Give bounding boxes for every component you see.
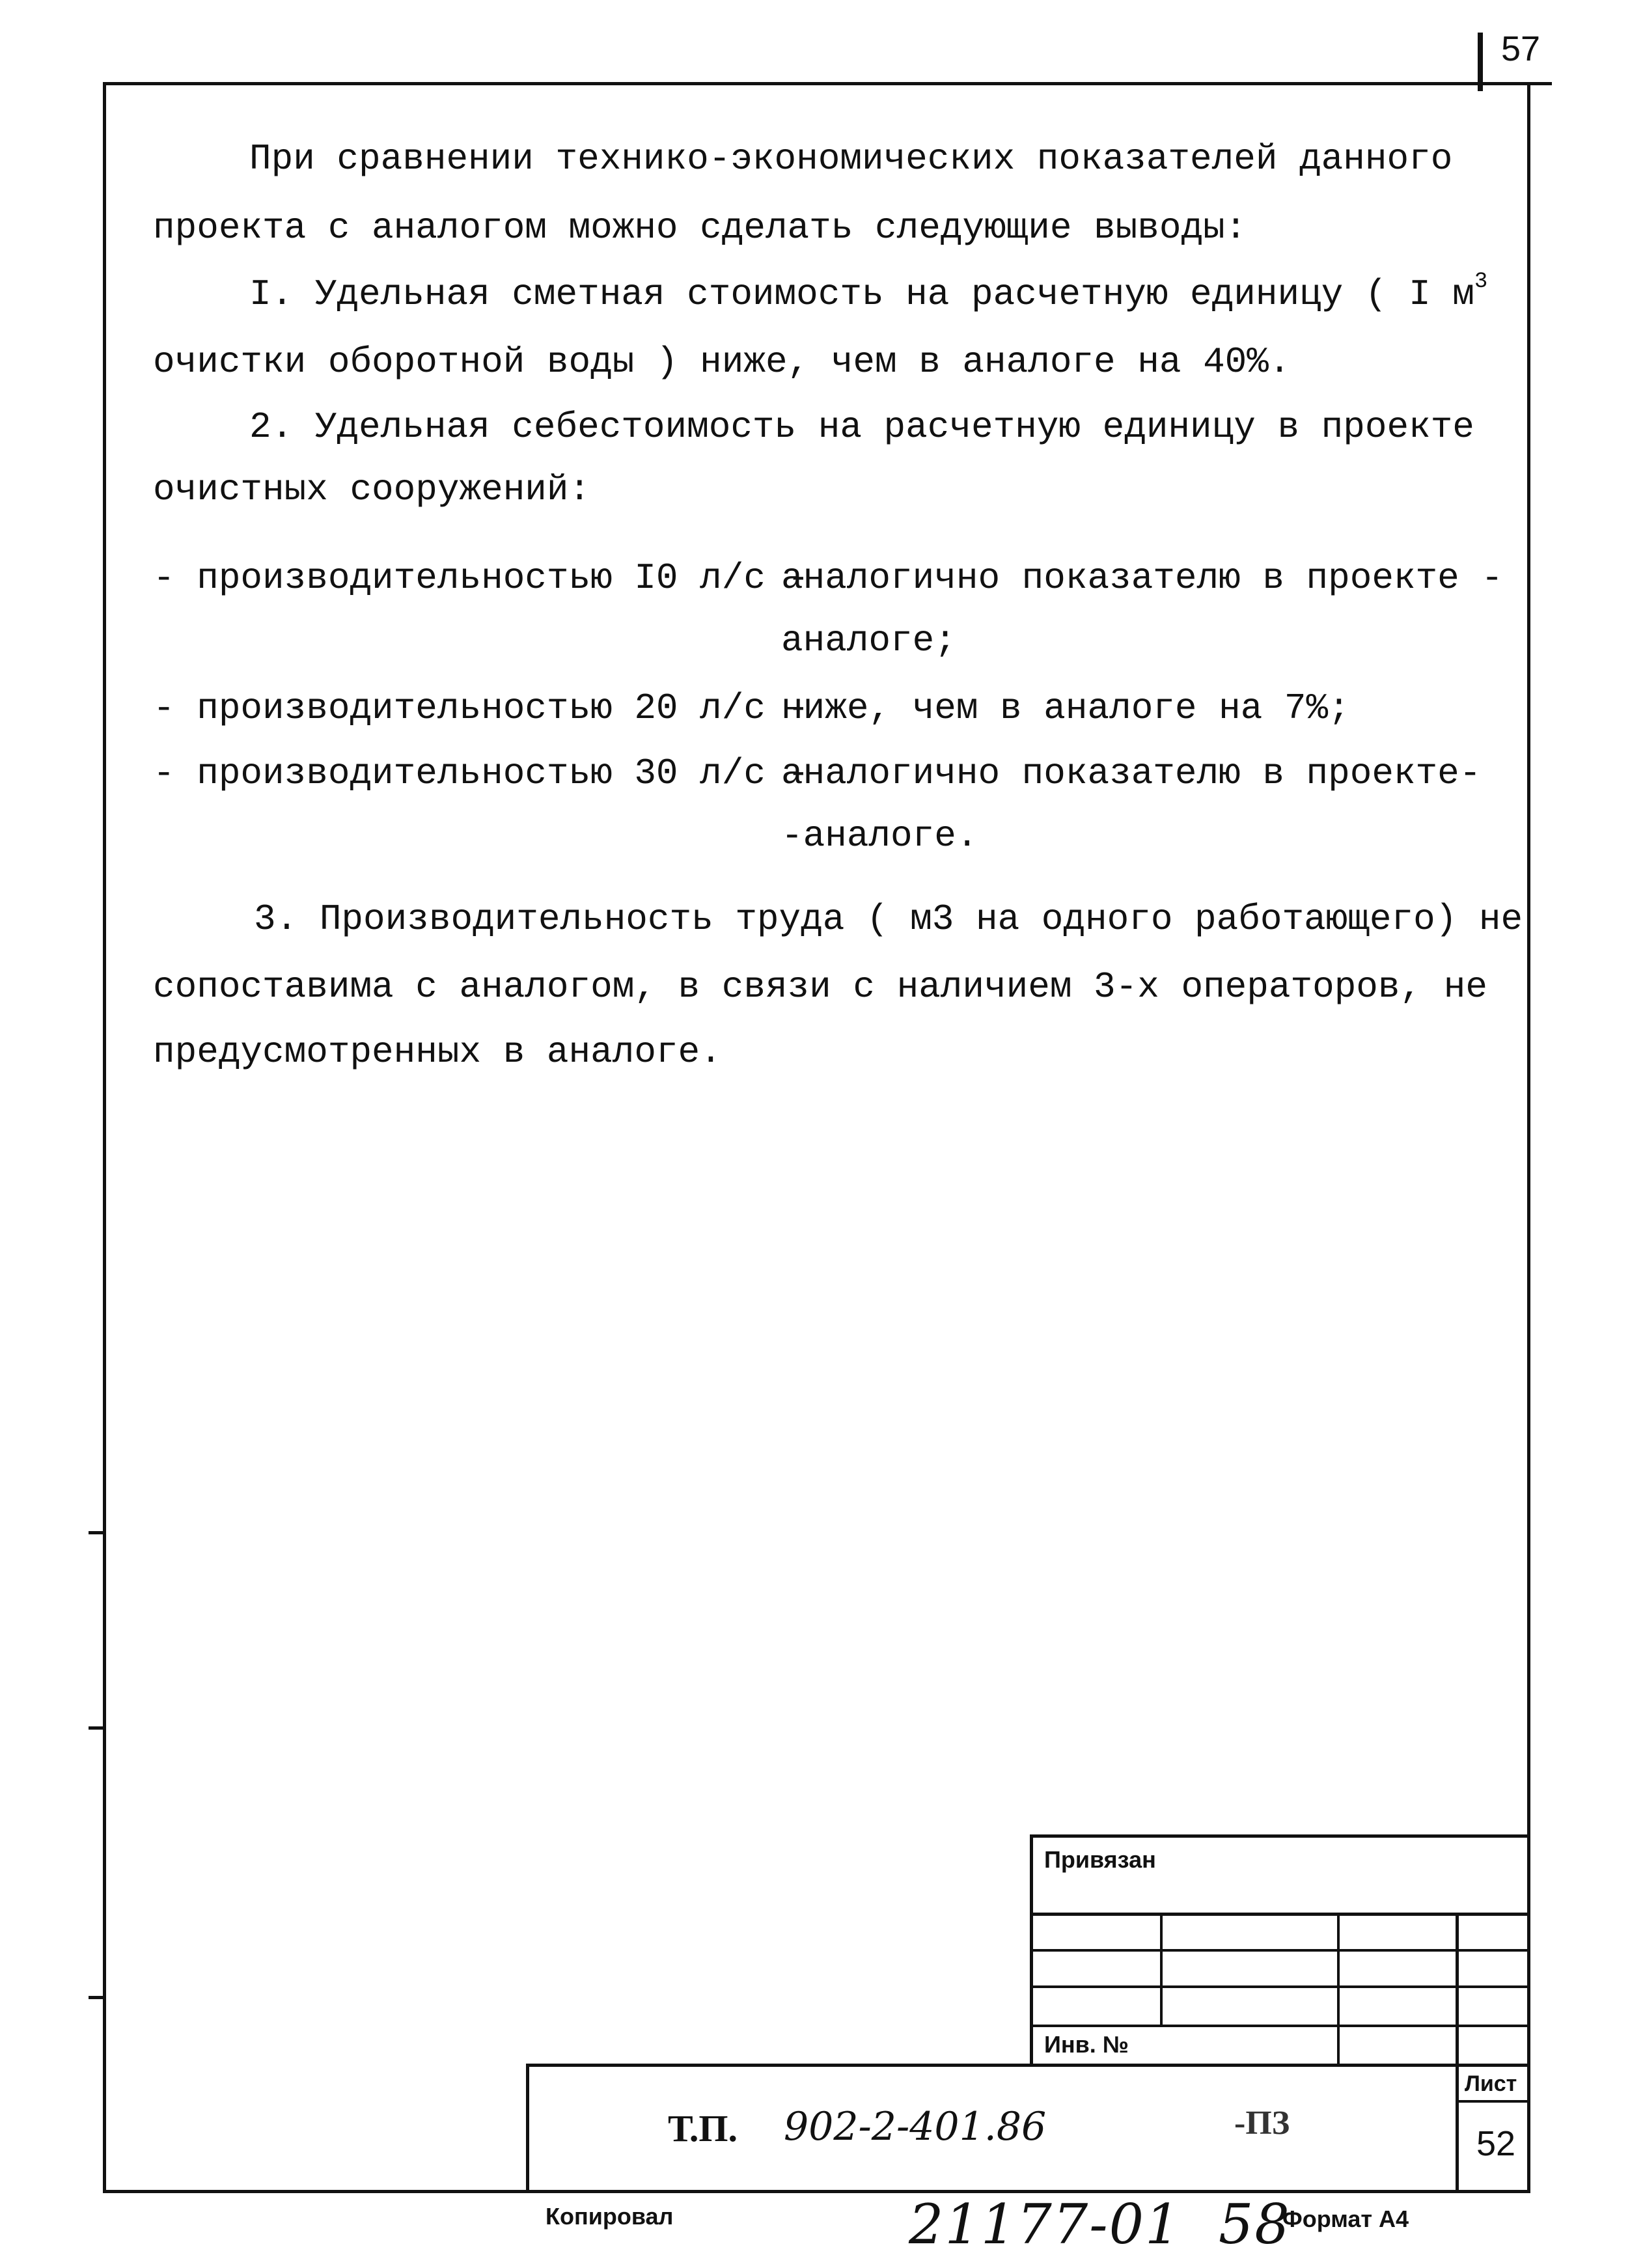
case-10-right-2: аналоге;: [781, 620, 956, 661]
cubic-superscript: 3: [1474, 270, 1488, 294]
stamp-line: [1030, 1913, 1528, 1916]
frame-bottom: [103, 2190, 1530, 2193]
margin-tick: [89, 1996, 105, 1999]
stamp-line: [1030, 2025, 1528, 2027]
sheet-number: 52: [1476, 2124, 1516, 2163]
stamp-line: [1456, 2100, 1528, 2103]
tied-label: Привязан: [1044, 1846, 1156, 1873]
conclusion-3-line-3: предусмотренных в аналоге.: [153, 1031, 722, 1073]
case-30-left: - производительностью 30 л/с -: [153, 753, 810, 794]
doc-prefix: Т.П.: [668, 2107, 738, 2150]
frame-right: [1527, 82, 1530, 2192]
stamp-line: [1337, 1913, 1340, 2066]
case-20-left: - производительностью 20 л/с -: [153, 687, 810, 729]
case-10-left: - производительностью I0 л/с -: [153, 557, 810, 599]
margin-tick: [89, 1531, 105, 1534]
conclusion-1-text: I. Удельная сметная стоимость на расчетную единицу ( I м: [249, 273, 1474, 315]
frame-left: [103, 82, 106, 2192]
stamp-line: [1030, 1985, 1528, 1988]
doc-code: 902-2-401.86: [784, 2104, 1047, 2150]
stamp-line: [526, 2064, 1528, 2067]
case-30-right-2: -аналоге.: [781, 815, 978, 857]
stamp-line: [1160, 1913, 1163, 2025]
doc-suffix: -ПЗ: [1234, 2105, 1290, 2142]
case-30-right-1: аналогично показателю в проекте-: [781, 753, 1482, 794]
conclusion-3-line-2: сопоставима с аналогом, в связи с наличием 3-х операторов, не: [153, 966, 1487, 1008]
inventory-label: Инв. №: [1044, 2031, 1129, 2058]
case-20-right-1: ниже, чем в аналоге на 7%;: [781, 687, 1350, 729]
format-label: Формат А4: [1282, 2206, 1409, 2232]
sheet-label: Лист: [1465, 2071, 1517, 2096]
intro-line-1: При сравнении технико-экономических показателей данного: [249, 138, 1453, 180]
case-10-right-1: аналогично показателю в проекте -: [781, 557, 1503, 599]
conclusion-1-line-2: очистки оборотной воды ) ниже, чем в аналоге на 40%.: [153, 341, 1291, 383]
conclusion-2-line-1: 2. Удельная себестоимость на расчетную единицу в проекте: [249, 406, 1474, 448]
copied-label: Копировал: [546, 2203, 674, 2230]
stamp-line: [526, 2064, 529, 2192]
conclusion-1-line-1: [249, 270, 1488, 315]
archive-number: 21177-01 58: [909, 2192, 1291, 2256]
margin-tick: [89, 1726, 105, 1730]
stamp-line: [1030, 1834, 1528, 1838]
frame-top: [103, 82, 1552, 85]
page-number: 57: [1501, 29, 1541, 68]
conclusion-3-line-1: 3. Производительность труда ( м3 на одного работающего) не: [254, 898, 1523, 940]
intro-line-2: проекта с аналогом можно сделать следующие выводы:: [153, 207, 1247, 249]
conclusion-2-line-2: очистных сооружений:: [153, 469, 591, 510]
stamp-line: [1030, 1949, 1528, 1952]
stamp-line: [1456, 1913, 1459, 2192]
